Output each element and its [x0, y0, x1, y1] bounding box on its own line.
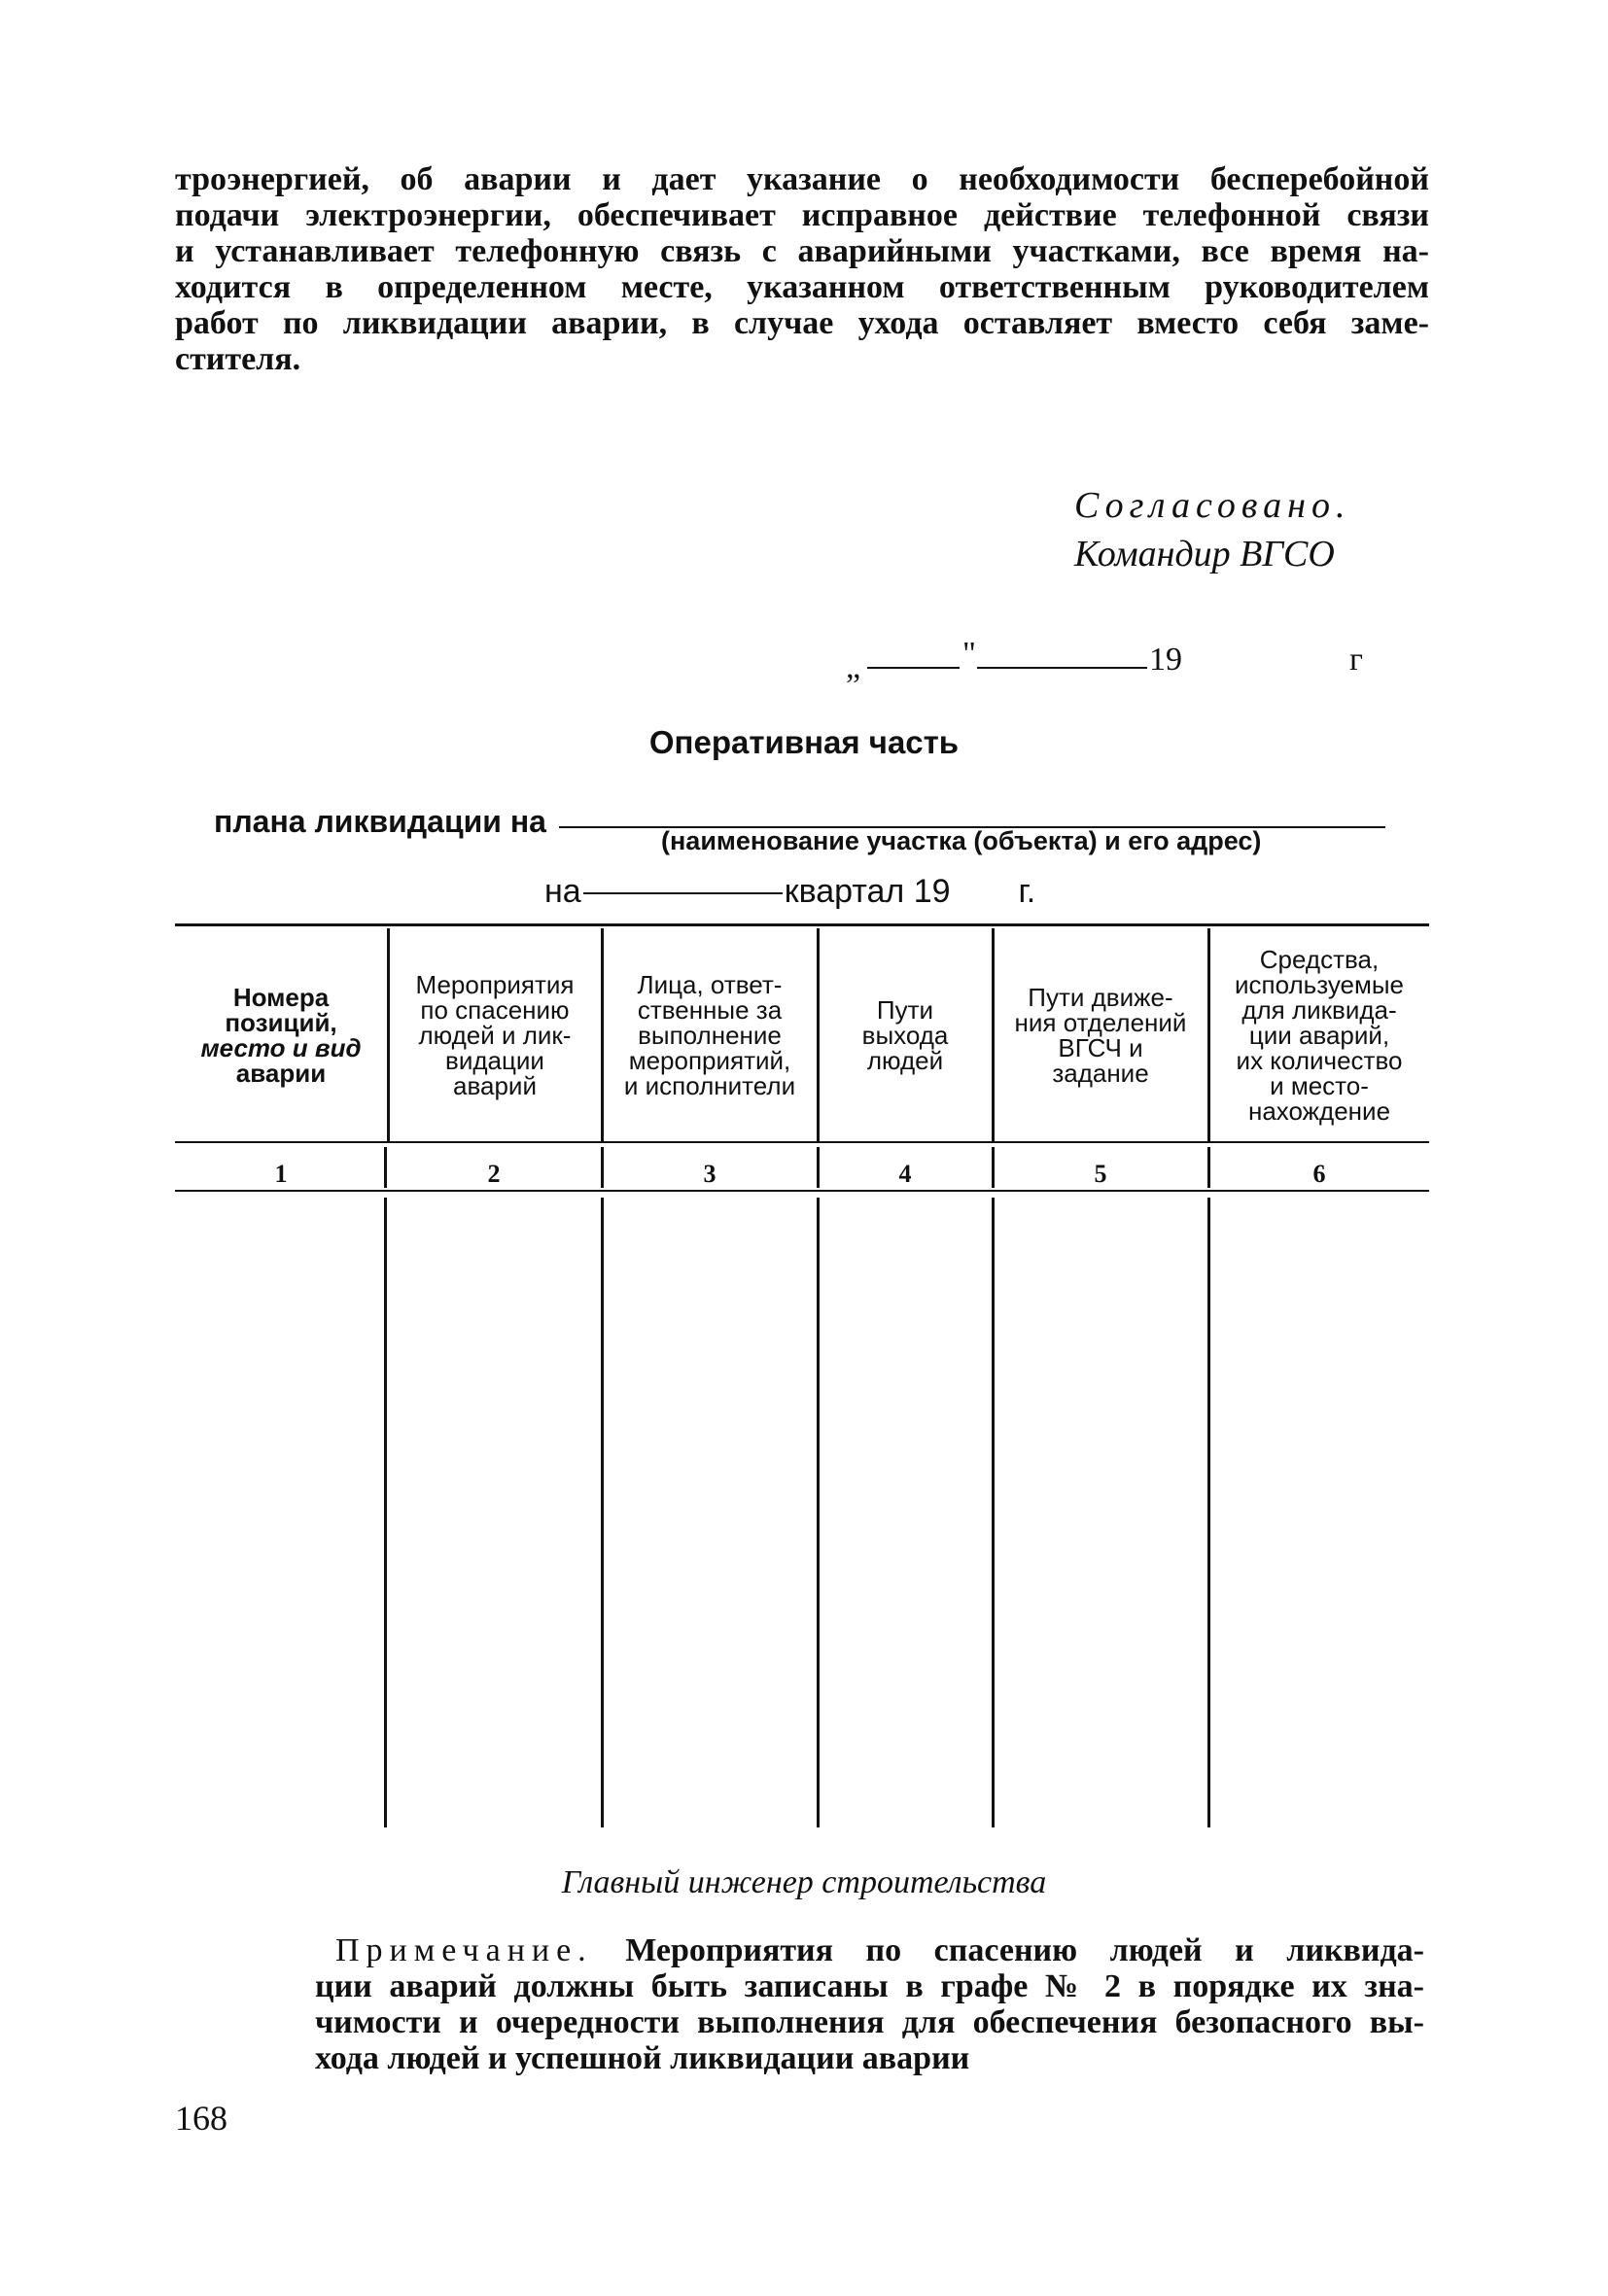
paragraph-line: стителя. [175, 341, 301, 377]
header-line: и исполнители [623, 1071, 796, 1100]
table-column-divider [992, 928, 995, 1142]
header-line: и место- [1270, 1071, 1369, 1100]
note-block [315, 1932, 1425, 2076]
paragraph-line: работ по ликвидации аварии, в случае ухода оставляет вместо себя заме- [175, 305, 1429, 341]
approval-date-line [846, 636, 1376, 685]
signer-line: Главный инженер строительства [561, 1864, 1047, 1900]
column-header [821, 933, 990, 1137]
quarter-prefix: на [544, 873, 581, 910]
header-line: Средства, [1259, 945, 1380, 974]
plan-label: плана ликвидации на [214, 804, 546, 839]
date-open-quote: „ [846, 649, 861, 685]
header-line: ВГСЧ и [1058, 1033, 1143, 1062]
header-line: аварий [453, 1071, 537, 1100]
note-text: Мероприятия по спасению людей и ликвида- [625, 1932, 1425, 1968]
column-number: 3 [703, 1160, 717, 1188]
table-column-divider [992, 1147, 995, 1188]
table-header-rule [175, 1141, 1429, 1143]
column-header [391, 933, 599, 1137]
quarter-line [544, 873, 1035, 911]
table-column-divider [817, 928, 820, 1142]
table-column-divider [817, 1198, 820, 1827]
header-line: видации [445, 1046, 544, 1075]
header-line: Пути движе- [1028, 983, 1173, 1012]
column-header [605, 933, 815, 1137]
table-column-divider [601, 1147, 604, 1188]
header-line: используемые [1234, 970, 1405, 999]
table-top-rule [175, 923, 1429, 926]
note-line: хода людей и успешной ликвидации аварии [315, 2040, 970, 2076]
note-line: ции аварий должны быть записаны в графе № 2 в порядке их зна- [315, 1968, 1424, 2004]
table-column-divider [1207, 1198, 1210, 1827]
header-line: по спасению [420, 995, 570, 1025]
paragraph-line: ходится в определенном месте, указанном ответственным руководителем [175, 269, 1429, 305]
page-title: Оперативная часть [648, 724, 960, 760]
header-line: Пути [876, 995, 934, 1025]
page-number: 168 [175, 2099, 227, 2138]
approval-title: Согласовано. [1074, 485, 1351, 526]
approval-signer: Командир ВГСО [1074, 534, 1335, 574]
table-column-divider [992, 1198, 995, 1827]
column-header [177, 933, 385, 1137]
header-line: Номера [232, 983, 330, 1012]
date-year-suffix: г [1349, 642, 1363, 678]
header-line: позиций, [225, 1008, 337, 1037]
header-line: Лица, ответ- [637, 970, 783, 999]
table-column-divider [387, 928, 390, 1142]
table-column-divider [384, 1198, 387, 1827]
header-line: людей и лик- [418, 1021, 572, 1050]
date-month-blank [977, 667, 1147, 669]
header-line: людей [866, 1046, 944, 1075]
body-paragraph [175, 161, 1429, 377]
column-number: 1 [274, 1160, 288, 1188]
paragraph-line: троэнергией, об аварии и дает указание о необходимости бесперебойной [175, 161, 1429, 197]
quarter-suffix: г. [1018, 873, 1036, 910]
column-number: 4 [898, 1160, 912, 1188]
header-line: задание [1052, 1059, 1149, 1088]
table-column-divider [601, 928, 604, 1142]
header-line: выхода [861, 1021, 949, 1050]
header-line: место и вид [200, 1033, 362, 1062]
table-column-divider [817, 1147, 820, 1188]
date-close-quote: " [962, 636, 976, 672]
quarter-text: квартал 19 [784, 873, 951, 910]
header-line: ния отделений [1014, 1008, 1187, 1037]
quarter-blank [583, 892, 783, 894]
table-column-divider [601, 1198, 604, 1827]
header-line: их количество [1236, 1046, 1403, 1075]
column-header [996, 933, 1206, 1137]
header-line: для ликвида- [1241, 995, 1397, 1025]
plan-caption: (наименование участка (объекта) и его адрес) [661, 826, 1262, 855]
paragraph-line: и устанавливает телефонную связь с аварийными участками, все время на- [175, 233, 1429, 269]
column-number: 6 [1312, 1160, 1326, 1188]
column-number: 2 [487, 1160, 501, 1188]
date-day-blank [867, 667, 960, 669]
table-column-divider [1207, 928, 1210, 1142]
column-number: 5 [1094, 1160, 1107, 1188]
header-line: ции аварий, [1248, 1021, 1390, 1050]
table-column-divider [1207, 1147, 1210, 1188]
column-header [1211, 933, 1427, 1137]
header-line: мероприятий, [628, 1046, 791, 1075]
paragraph-line: подачи электроэнергии, обеспечивает исправное действие телефонной связи [175, 197, 1429, 233]
note-label: Примечание. [335, 1932, 593, 1968]
date-year: 19 [1149, 642, 1182, 678]
header-line: выполнение [638, 1021, 782, 1050]
header-line: ственные за [637, 995, 783, 1025]
note-line: чимости и очередности выполнения для обеспечения безопасного вы- [315, 2004, 1424, 2040]
header-line: нахождение [1247, 1096, 1391, 1126]
header-line: аварии [235, 1059, 327, 1088]
header-line: Мероприятия [415, 970, 575, 999]
approval-block [1074, 481, 1350, 578]
